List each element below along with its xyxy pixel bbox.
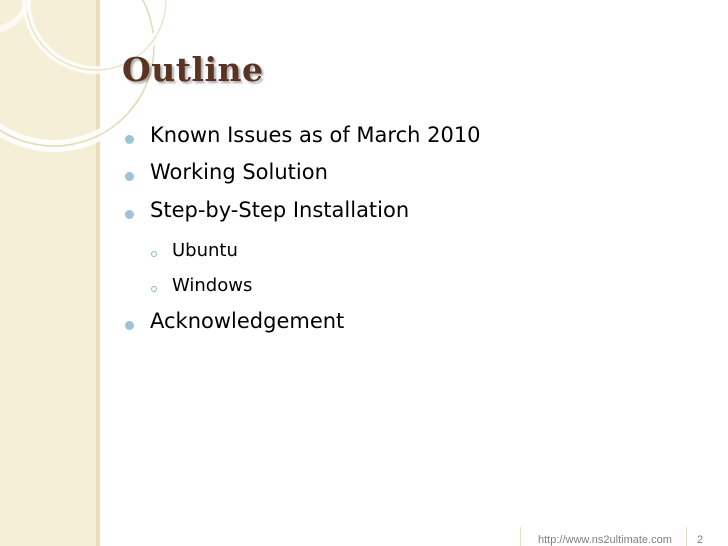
bullet-working-solution: Working Solution <box>150 160 328 184</box>
slide-title: Outline <box>122 50 264 89</box>
bullet-step-by-step: Step-by-Step Installation <box>150 198 410 222</box>
footer-divider <box>686 527 687 546</box>
sub-bullet-ring <box>151 251 157 257</box>
bullet-acknowledgement: Acknowledgement <box>150 309 345 333</box>
sub-bullet-windows: Windows <box>172 275 253 296</box>
sub-bullet-ubuntu: Ubuntu <box>172 240 238 261</box>
bullet-dot <box>125 210 134 219</box>
footer-url: http://www.ns2ultimate.com <box>538 534 672 546</box>
footer-divider <box>520 527 521 546</box>
bullet-dot <box>125 135 134 144</box>
sub-bullet-ring <box>151 286 157 292</box>
bullet-dot <box>125 321 134 330</box>
bullet-known-issues: Known Issues as of March 2010 <box>150 123 481 147</box>
bullet-dot <box>125 172 134 181</box>
page-number: 2 <box>697 534 704 546</box>
